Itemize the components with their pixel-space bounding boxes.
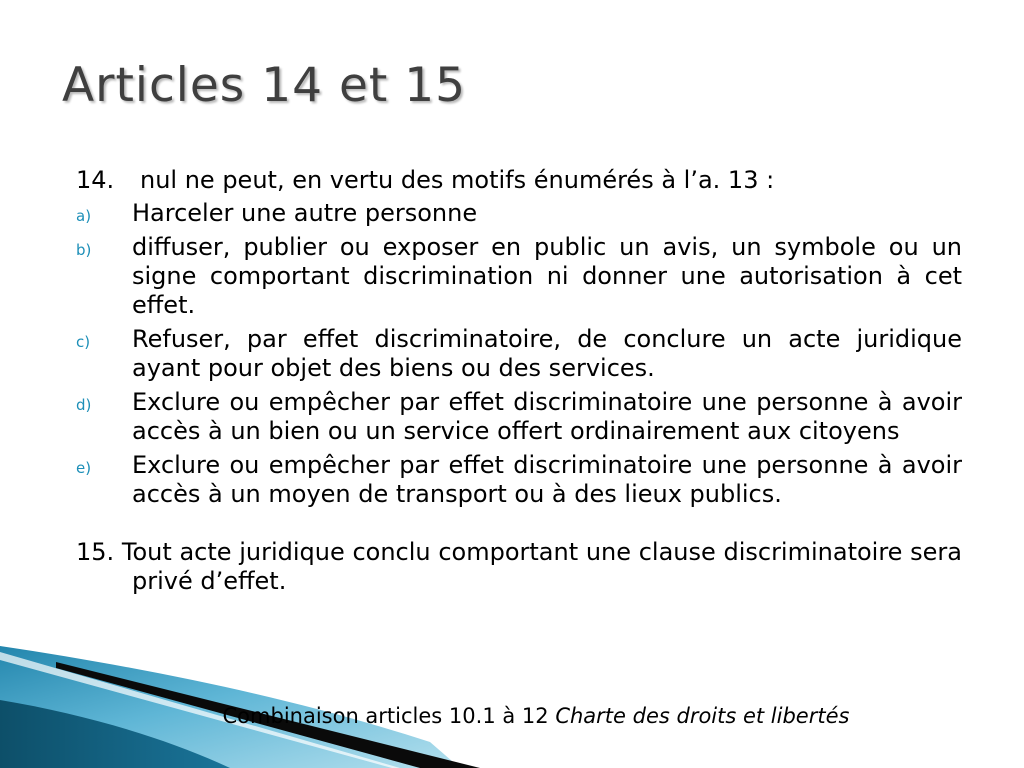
footer-note-italic: Charte des droits et libertés <box>555 704 850 728</box>
list-marker: d) <box>76 396 92 414</box>
article-14-number: 14. <box>76 166 115 194</box>
list-item-text: Refuser, par effet discriminatoire, de conclure un acte juridique ayant pour objet des biens ou des services. <box>132 325 962 382</box>
article-14-intro-text: nul ne peut, en vertu des motifs énumérés à l’a. 13 : <box>140 166 775 194</box>
list-item-text: Harceler une autre personne <box>132 199 478 227</box>
list-item-text: Exclure ou empêcher par effet discriminatoire une personne à avoir accès à un moyen de transport ou à des lieux publics. <box>132 451 962 508</box>
list-marker: a) <box>76 207 92 225</box>
list-item-text: Exclure ou empêcher par effet discriminatoire une personne à avoir accès à un bien ou un service offert ordinairement aux citoyens <box>132 388 962 445</box>
slide-title: Articles 14 et 15 <box>62 58 467 113</box>
list-item-text: diffuser, publier ou exposer en public un avis, un symbole ou un signe comportant discrimination ni donner une autorisation à cet effet. <box>132 233 962 319</box>
list-marker: c) <box>76 333 91 351</box>
footer-note <box>0 704 1024 728</box>
article-15-text: Tout acte juridique conclu comportant une clause discriminatoire sera privé d’effet. <box>121 538 962 595</box>
article-15-number: 15. <box>76 538 115 566</box>
footer-note-text: Combinaison articles 10.1 à 12 <box>222 704 549 728</box>
list-marker: e) <box>76 459 92 477</box>
list-marker: b) <box>76 241 92 259</box>
